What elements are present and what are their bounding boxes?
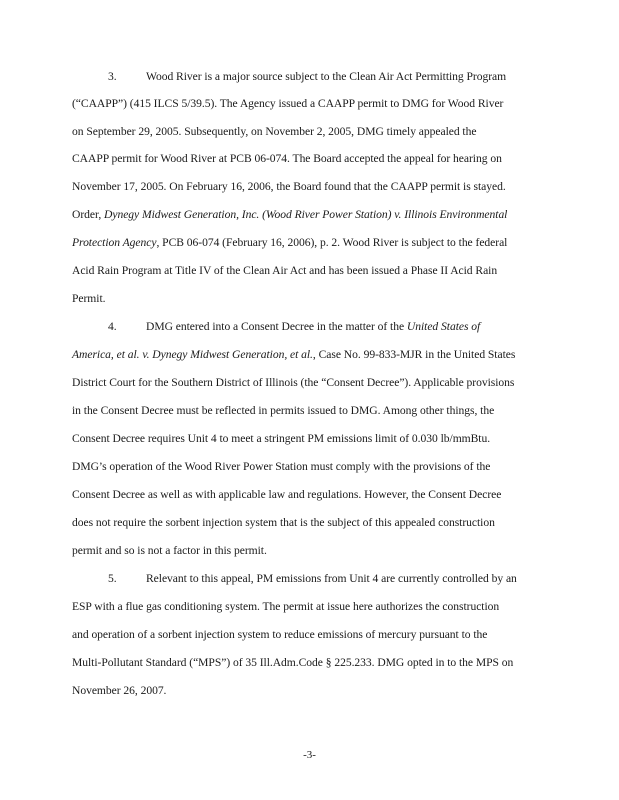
paragraph-3-line-5: November 17, 2005. On February 16, 2006, the Board found that the CAAPP permit is stayed. <box>72 180 506 193</box>
paragraph-5-line-5: November 26, 2007. <box>72 684 167 697</box>
paragraph-4-line-2: America, et al. v. Dynegy Midwest Generation, et al., Case No. 99-833-MJR in the United States <box>72 348 516 361</box>
paragraph-3-number: 3. <box>108 70 117 83</box>
case-caption-italic: Protection Agency <box>72 236 157 249</box>
paragraph-4-line-9: permit and so is not a factor in this permit. <box>72 544 267 557</box>
case-caption-italic: America, et al. v. Dynegy Midwest Generation, et al. <box>72 348 313 361</box>
paragraph-4-number: 4. <box>108 320 117 333</box>
paragraph-5-line-4: Multi-Pollutant Standard (“MPS”) of 35 Ill.Adm.Code § 225.233. DMG opted in to the MPS on <box>72 656 514 669</box>
paragraph-3-line-8: Acid Rain Program at Title IV of the Clean Air Act and has been issued a Phase II Acid Rain <box>72 264 498 277</box>
case-caption-italic: Dynegy Midwest Generation, Inc. (Wood River Power Station) v. Illinois Environmental <box>104 208 508 221</box>
paragraph-5-line-2: ESP with a flue gas conditioning system. The permit at issue here authorizes the construction <box>72 600 500 613</box>
paragraph-3-line-1: 3. Wood River is a major source subject to the Clean Air Act Permitting Program <box>108 70 507 83</box>
paragraph-5-line-1: 5. Relevant to this appeal, PM emissions from Unit 4 are currently controlled by an <box>108 572 517 585</box>
paragraph-4-line-6: DMG’s operation of the Wood River Power Station must comply with the provisions of the <box>72 460 491 473</box>
paragraph-5-line-3: and operation of a sorbent injection system to reduce emissions of mercury pursuant to the <box>72 628 488 641</box>
paragraph-3-line-9: Permit. <box>72 292 106 305</box>
paragraph-3-line-6: Order, Dynegy Midwest Generation, Inc. (Wood River Power Station) v. Illinois Environmental <box>72 208 508 221</box>
paragraph-5-number: 5. <box>108 572 117 585</box>
paragraph-4-line-4: in the Consent Decree must be reflected in permits issued to DMG. Among other things, the <box>72 404 495 417</box>
case-caption-italic: United States of <box>406 320 481 333</box>
page-number: -3- <box>303 749 316 761</box>
paragraph-3-line-7: Protection Agency, PCB 06-074 (February 16, 2006), p. 2. Wood River is subject to the federal <box>72 236 508 249</box>
paragraph-4-line-3: District Court for the Southern District of Illinois (the “Consent Decree”). Applicable provisions <box>72 376 515 389</box>
paragraph-3-line-4: CAAPP permit for Wood River at PCB 06-074. The Board accepted the appeal for hearing on <box>72 152 502 165</box>
paragraph-4-line-8: does not require the sorbent injection system that is the subject of this appealed construction <box>72 516 495 529</box>
paragraph-3-line-2: (“CAAPP”) (415 ILCS 5/39.5). The Agency issued a CAAPP permit to DMG for Wood River <box>72 97 504 110</box>
paragraph-4-line-1: 4. DMG entered into a Consent Decree in the matter of the United States of <box>108 320 481 333</box>
paragraph-4-line-5: Consent Decree requires Unit 4 to meet a stringent PM emissions limit of 0.030 lb/mmBtu. <box>72 432 491 445</box>
paragraph-3-line-3: on September 29, 2005. Subsequently, on November 2, 2005, DMG timely appealed the <box>72 125 477 138</box>
paragraph-4-line-7: Consent Decree as well as with applicable law and regulations. However, the Consent Decree <box>72 488 502 501</box>
